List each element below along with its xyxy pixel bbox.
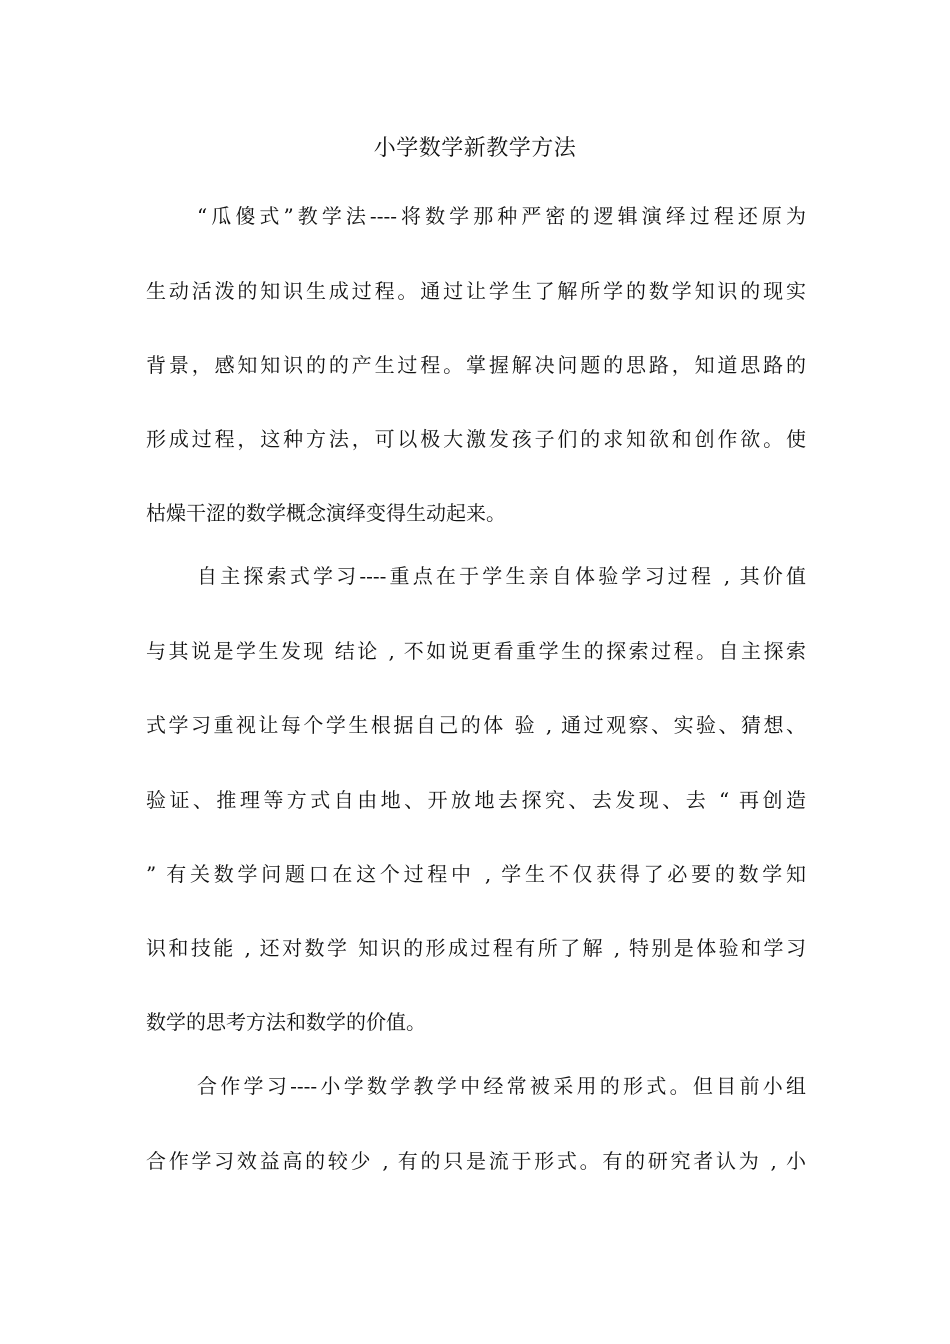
paragraph-1-line-4: 形成过程，这种方法，可以极大激发孩子们的求知欲和创作欲。使 (146, 427, 806, 451)
paragraph-1-line-1: “瓜傻式”教学法----将数学那种严密的逻辑演绎过程还原为 (197, 204, 806, 228)
paragraph-2-line-6: 识和技能 , 还对数学 知识的形成过程有所了解 , 特别是体验和学习 (146, 936, 806, 960)
document-title: 小学数学新教学方法 (373, 136, 577, 161)
paragraph-3-line-2: 合作学习效益高的较少 , 有的只是流于形式。有的研究者认为 , 小 (146, 1149, 806, 1173)
paragraph-2-line-4: 验证、推理等方式自由地、开放地去探究、去发现、去 “ 再创造 (146, 788, 806, 812)
paragraph-1-line-2: 生动活泼的知识生成过程。通过让学生了解所学的数学知识的现实 (146, 279, 806, 303)
paragraph-2-line-7: 数学的思考方法和数学的价值。 (146, 1010, 426, 1034)
paragraph-2-line-5: ” 有关数学问题口在这个过程中 , 学生不仅获得了必要的数学知 (146, 862, 806, 886)
paragraph-1-line-3: 背景，感知知识的的产生过程。掌握解决问题的思路，知道思路的 (146, 353, 806, 377)
paragraph-3-line-1: 合作学习----小学数学教学中经常被采用的形式。但目前小组 (197, 1074, 806, 1098)
paragraph-2-line-3: 式学习重视让每个学生根据自己的体 验 , 通过观察、实验、猜想、 (146, 713, 806, 737)
paragraph-1-line-5: 枯燥干涩的数学概念演绎变得生动起来。 (146, 501, 506, 525)
paragraph-2-line-1: 自主探索式学习----重点在于学生亲自体验学习过程 , 其价值 (197, 564, 806, 588)
paragraph-2-line-2: 与其说是学生发现 结论 , 不如说更看重学生的探索过程。自主探索 (146, 639, 806, 663)
